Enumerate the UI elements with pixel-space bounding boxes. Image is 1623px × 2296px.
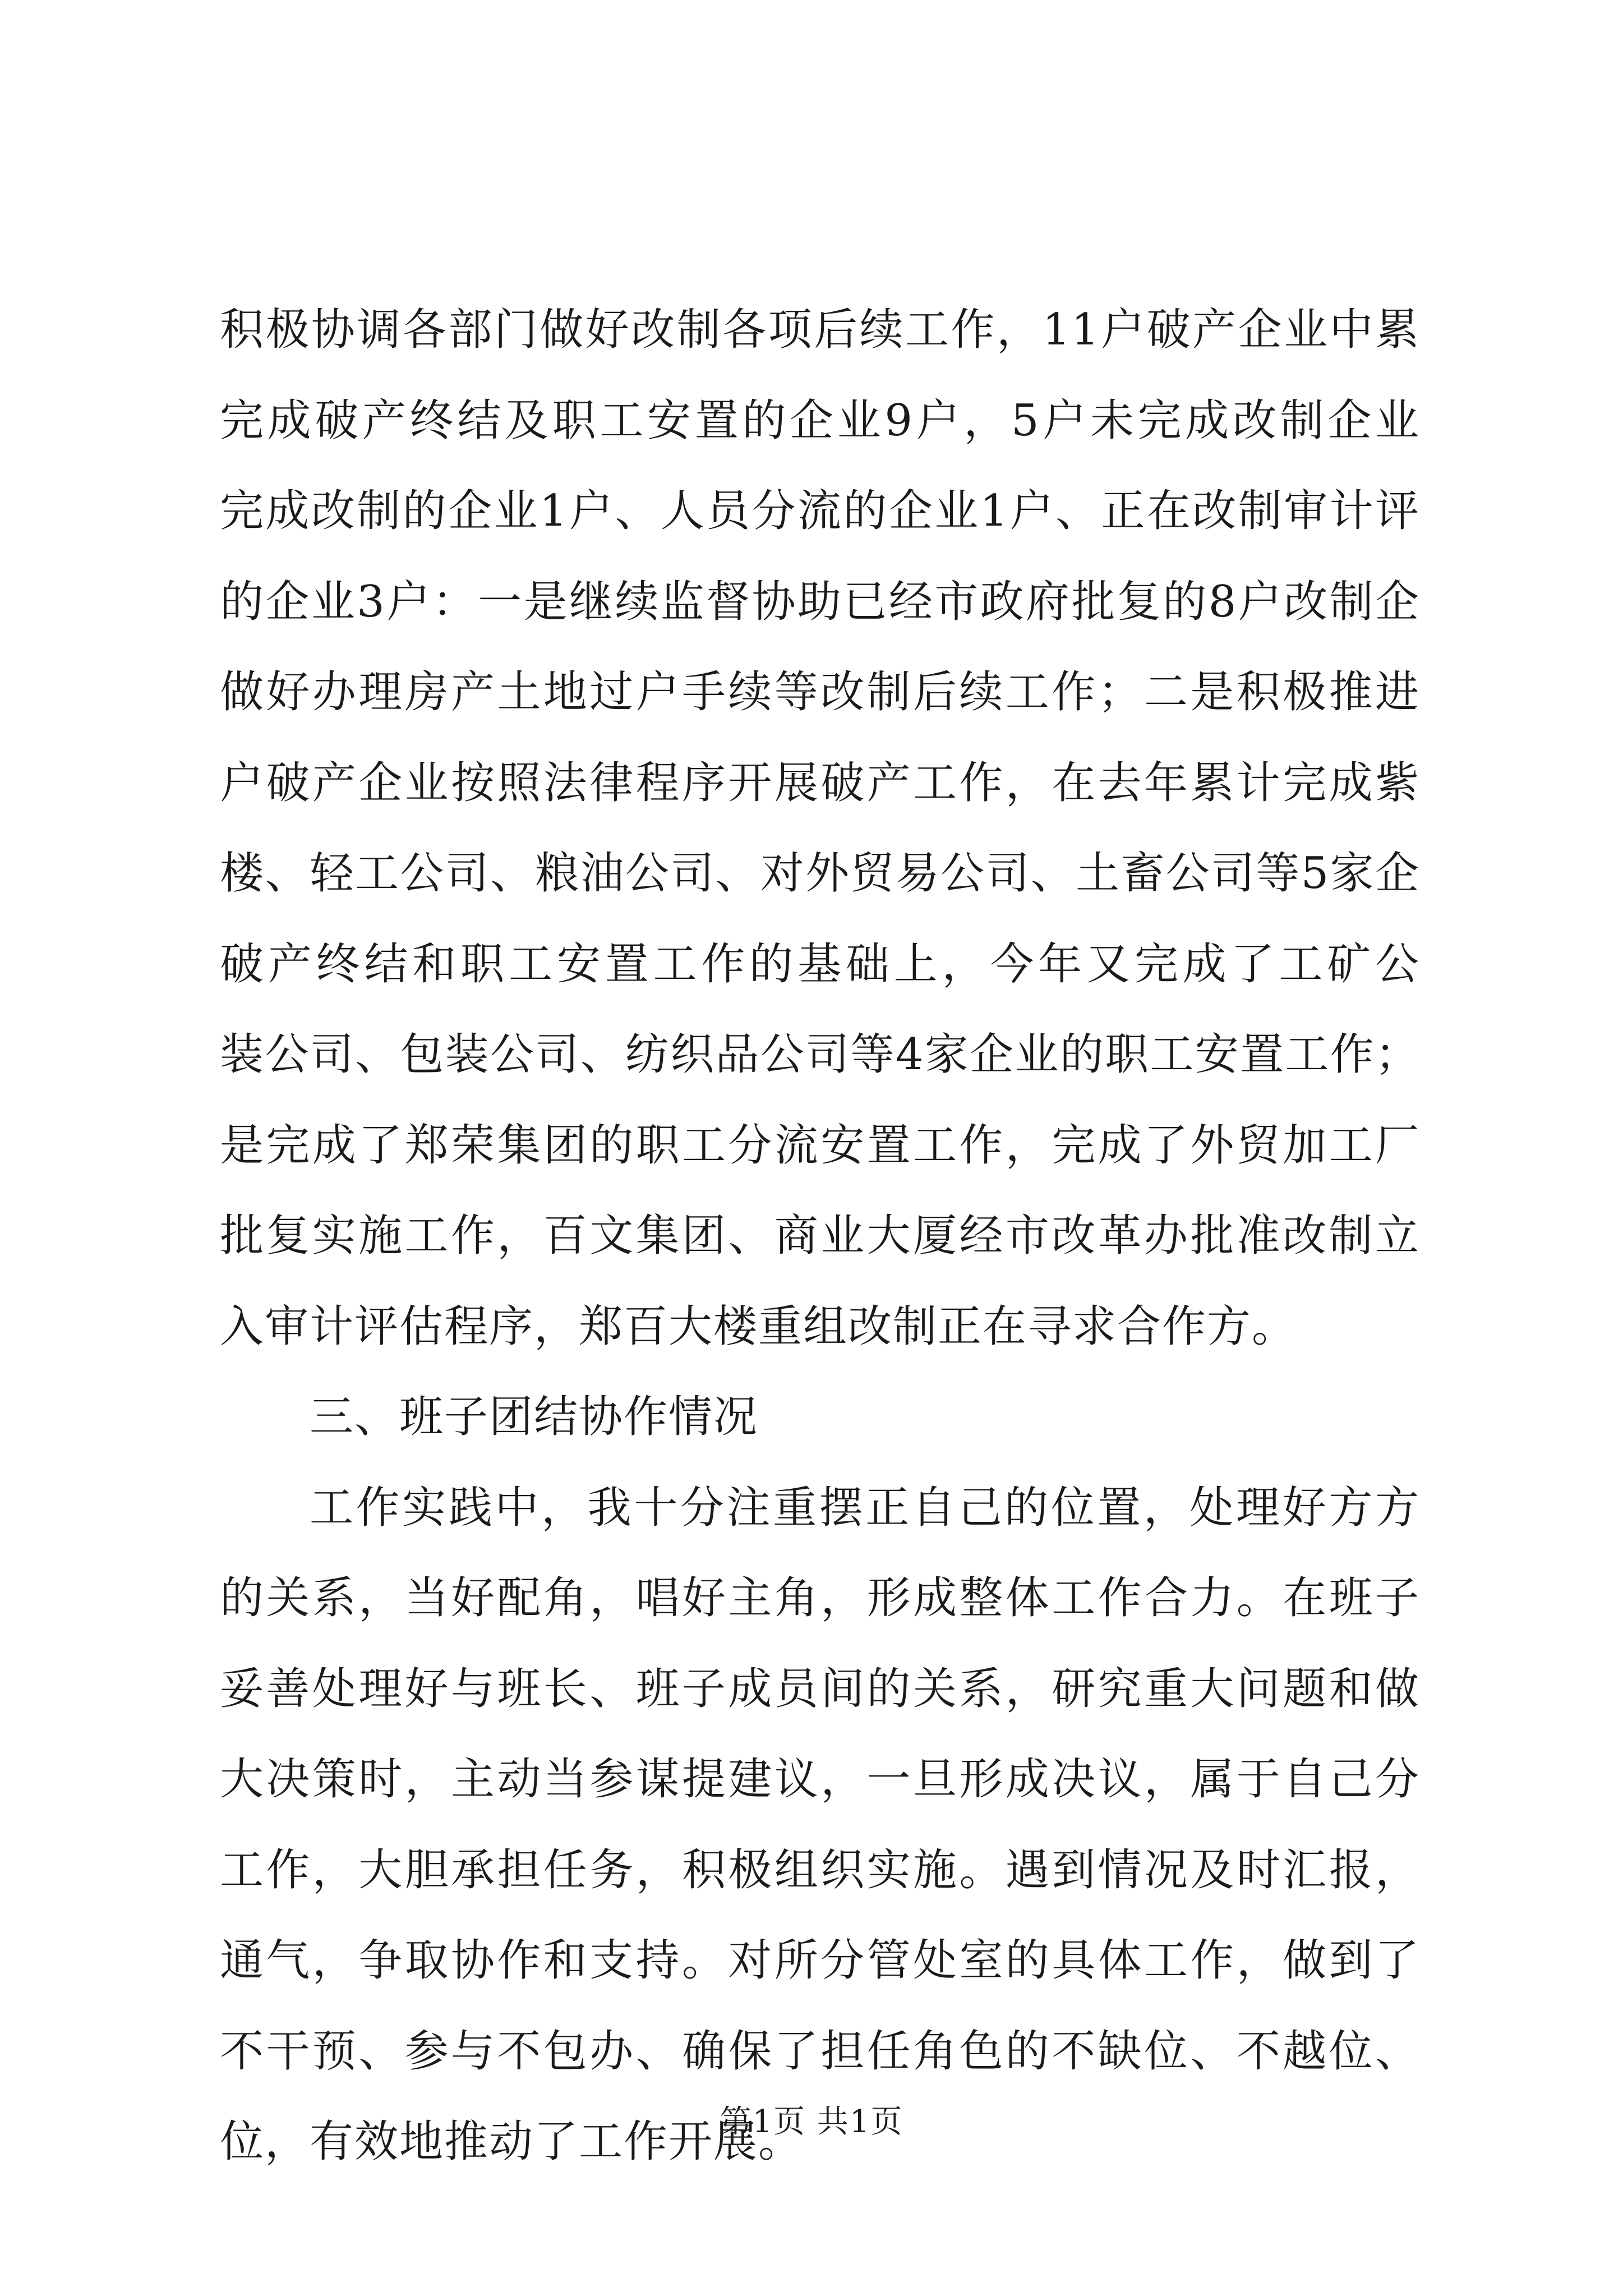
text-line: 积极协调各部门做好改制各项后续工作，11户破产企业中累 (220, 305, 1420, 355)
text-line: 大决策时，主动当参谋提建议，一旦形成决议，属于自己分 (220, 1754, 1420, 1805)
text-line: 装公司、包装公司、纺织品公司等4家企业的职工安置工作； (220, 1029, 1420, 1080)
document-body (220, 285, 1420, 2188)
text-line: 完成破产终结及职工安置的企业9户，5户未完成改制企业 (220, 395, 1420, 446)
text-line: 妥善处理好与班长、班子成员间的关系，研究重大问题和做 (220, 1663, 1420, 1714)
text-line: 工作实践中，我十分注重摆正自己的位置，处理好方方 (310, 1482, 1420, 1533)
text-line: 的企业3户：一是继续监督协助已经市政府批复的8户改制企 (220, 576, 1420, 627)
text-line: 完成改制的企业1户、人员分流的企业1户、正在改制审计评 (220, 486, 1420, 536)
text-line: 做好办理房产土地过户手续等改制后续工作；二是积极推进 (220, 667, 1420, 717)
text-line: 不干预、参与不包办、确保了担任角色的不缺位、不越位、 (220, 2026, 1420, 2077)
page-number-footer: 第1页 共1页 (720, 2104, 903, 2140)
text-line: 破产终结和职工安置工作的基础上，今年又完成了工矿公 (220, 938, 1420, 990)
text-line: 户破产企业按照法律程序开展破产工作，在去年累计完成紫 (220, 757, 1420, 808)
text-line: 是完成了郑荣集团的职工分流安置工作，完成了外贸加工厂 (220, 1120, 1420, 1171)
text-line: 通气，争取协作和支持。对所分管处室的具体工作，做到了 (220, 1935, 1420, 1986)
text-line: 入审计评估程序，郑百大楼重组改制正在寻求合作方。 (220, 1301, 1297, 1352)
section-heading: 三、班子团结协作情况 (310, 1392, 759, 1442)
text-line: 位，有效地推动了工作开展。 (220, 2116, 804, 2167)
text-line: 楼、轻工公司、粮油公司、对外贸易公司、土畜公司等5家企 (220, 848, 1420, 899)
text-line: 批复实施工作，百文集团、商业大厦经市改革办批准改制立 (220, 1211, 1420, 1261)
text-line: 的关系，当好配角，唱好主角，形成整体工作合力。在班子 (220, 1573, 1420, 1623)
text-line: 工作，大胆承担任务，积极组织实施。遇到情况及时汇报， (220, 1844, 1420, 1895)
